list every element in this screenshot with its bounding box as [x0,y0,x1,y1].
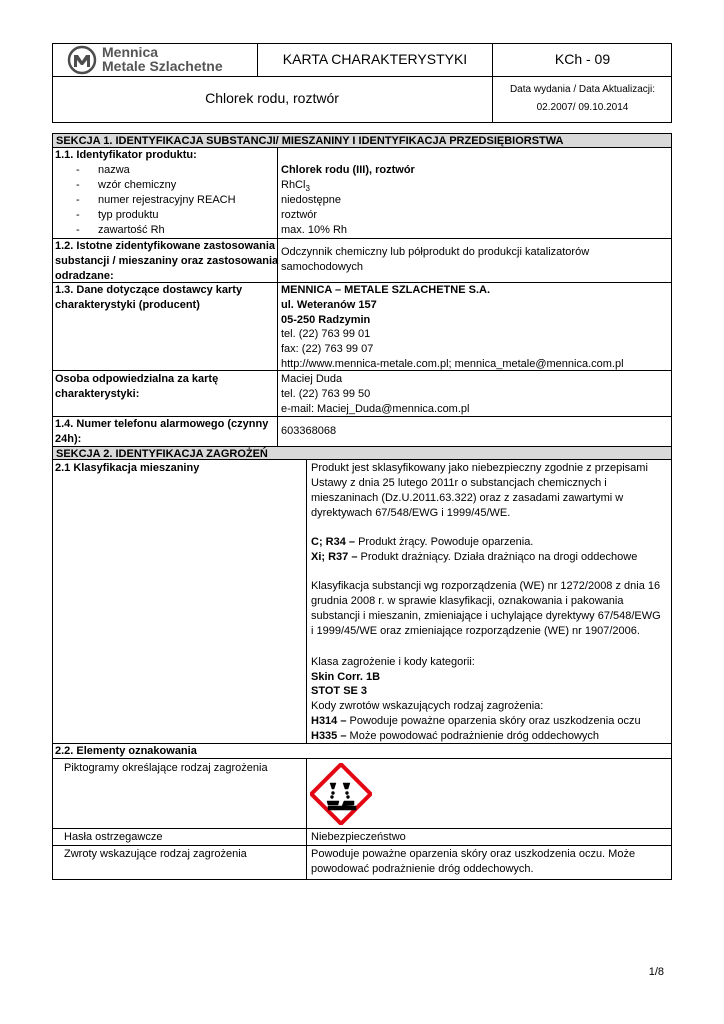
class-par1-line2: Ustawy z dnia 25 lutego 2011r o substancjach chemicznych i [311,477,607,489]
uses-value-1: Odczynnik chemiczny lub półprodukt do produkcji katalizatorów [281,246,590,258]
corrosion-ghs05-icon [310,763,372,825]
dash: - [76,164,80,176]
responsible-email: e-mail: Maciej_Duda@mennica.com.pl [281,403,470,415]
class-par1-line1: Produkt jest sklasyfikowany jako niebezpieczny zgodnie z przepisami [311,462,648,474]
responsible-heading-2: charakterystyki: [55,388,140,400]
product-name-header: Chlorek rodu, roztwór [205,90,339,106]
logo-line-1: Mennica [102,44,159,60]
company-logo [66,45,246,75]
col-divider [306,758,307,880]
supplier-fax: fax: (22) 763 99 07 [281,343,374,355]
date-label: Data wydania / Data Aktualizacji: [509,84,656,95]
class-par2-line3: substancji i mieszanin, zmieniające i uchylające dyrektywy 67/548/EWG [311,610,661,622]
r37-statement: Xi; R37 – Produkt drażniący. Działa drażniąco na drogi oddechowe [311,551,638,563]
col-divider [277,147,278,446]
class-par2-line1: Klasyfikacja substancji wg rozporządzenia (WE) nr 1272/2008 z dnia 16 [311,580,661,592]
uses-heading-1: 1.2. Istotne zidentyfikowane zastosowania [55,240,276,252]
r34-statement: C; R34 – Produkt żrący. Powoduje oparzenia. [311,536,534,548]
identifier-label-name: nazwa [98,164,130,176]
header-hline [52,76,672,77]
hazard-statements-line2: powodować podrażnienie dróg oddechowych. [311,863,534,875]
supplier-city: 05-250 Radzymin [281,314,371,326]
hazard-class-stot: STOT SE 3 [311,685,368,697]
responsible-tel: tel. (22) 763 99 50 [281,388,371,400]
class-par2-line4: i 1999/45/WE oraz zmieniające rozporządzenie (WE) nr 1907/2006. [311,625,640,637]
supplier-name: MENNICA – METALE SZLACHETNE S.A. [281,284,491,296]
supplier-tel: tel. (22) 763 99 01 [281,328,371,340]
hazard-class-skin: Skin Corr. 1B [311,671,381,683]
dash: - [76,224,80,236]
emergency-heading-1: 1.4. Numer telefonu alarmowego (czynny [55,418,269,430]
signal-word-label: Hasła ostrzegawcze [64,831,163,843]
signal-word: Niebezpieczeństwo [311,831,406,843]
identifier-value-formula: RhCl$_3$ [281,179,310,194]
label-elements-heading: 2.2. Elementy oznakowania [55,745,197,757]
rule [52,845,672,846]
dash: - [76,179,80,191]
hazard-class-label: Klasa zagrożenie i kody kategorii: [311,656,475,668]
h314-statement: H314 – Powoduje poważne oparzenia skóry oraz uszkodzenia oczu [311,715,641,727]
responsible-heading-1: Osoba odpowiedzialna za kartę [55,373,219,385]
dash: - [76,194,80,206]
class-par2-line2: grudnia 2008 r. w sprawie klasyfikacji, oznakowania i pakowania [311,595,624,607]
hazard-statements-label: Zwroty wskazujące rodzaj zagrożenia [64,848,247,860]
identifier-heading: 1.1. Identyfikator produktu: [55,149,197,161]
supplier-heading-1: 1.3. Dane dotyczące dostawcy karty [55,284,243,296]
supplier-heading-2: charakterystyki (producent) [55,299,200,311]
col-divider [306,459,307,743]
logo-line-2: Metale Szlachetne [102,58,223,74]
identifier-value-reach: niedostępne [281,194,341,206]
identifier-label-type: typ produktu [98,209,159,221]
uses-heading-3: odradzane: [55,270,114,282]
dash: - [76,209,80,221]
h335-statement: H335 – Może powodować podrażnienie dróg oddechowych [311,730,600,742]
identifier-value-content: max. 10% Rh [281,224,348,236]
emergency-phone: 603368068 [281,425,337,437]
class-par1-line4: dyrektywach 67/548/EWG i 1999/45/WE. [311,507,511,519]
supplier-web-email: http://www.mennica-metale.com.pl; mennica_metale@mennica.com.pl [281,358,624,370]
identifier-label-formula: wzór chemiczny [98,179,177,191]
class-par1-line3: mieszaninach (Dz.U.2011.63.322) oraz z zasadami zawartymi w [311,492,624,504]
document-title: KARTA CHARAKTERYSTYKI [282,51,468,67]
hazard-statements-line1: Powoduje poważne oparzenia skóry oraz uszkodzenia oczu. Może [311,848,636,860]
identifier-label-content: zawartość Rh [98,224,165,236]
rule [52,828,672,829]
identifier-label-reach: numer rejestracyjny REACH [98,194,236,206]
identifier-value-type: roztwór [281,209,318,221]
uses-heading-2: substancji / mieszaniny oraz zastosowania [55,255,279,267]
document-code: KCh - 09 [554,51,611,67]
emergency-heading-2: 24h): [55,433,82,445]
identifier-value-name: Chlorek rodu (III), roztwór [281,164,415,176]
hazard-codes-label: Kody zwrotów wskazujących rodzaj zagrożenia: [311,700,544,712]
mennica-logo-icon [66,45,98,75]
uses-value-2: samochodowych [281,261,363,273]
classification-heading: 2.1 Klasyfikacja mieszaniny [55,462,200,474]
responsible-name: Maciej Duda [281,373,343,385]
pictograms-label: Piktogramy określające rodzaj zagrożenia [64,762,268,774]
section-2-title: SEKCJA 2. IDENTYFIKACJA ZAGROŻEŃ [53,447,671,459]
date-value: 02.2007/ 09.10.2014 [536,102,629,113]
supplier-street: ul. Weteranów 157 [281,299,377,311]
section-1-title: SEKCJA 1. IDENTYFIKACJA SUBSTANCJI/ MIESZANINY I IDENTYFIKACJA PRZEDSIĘBIORSTWA [53,134,671,147]
page-number: 1/8 [648,966,664,978]
